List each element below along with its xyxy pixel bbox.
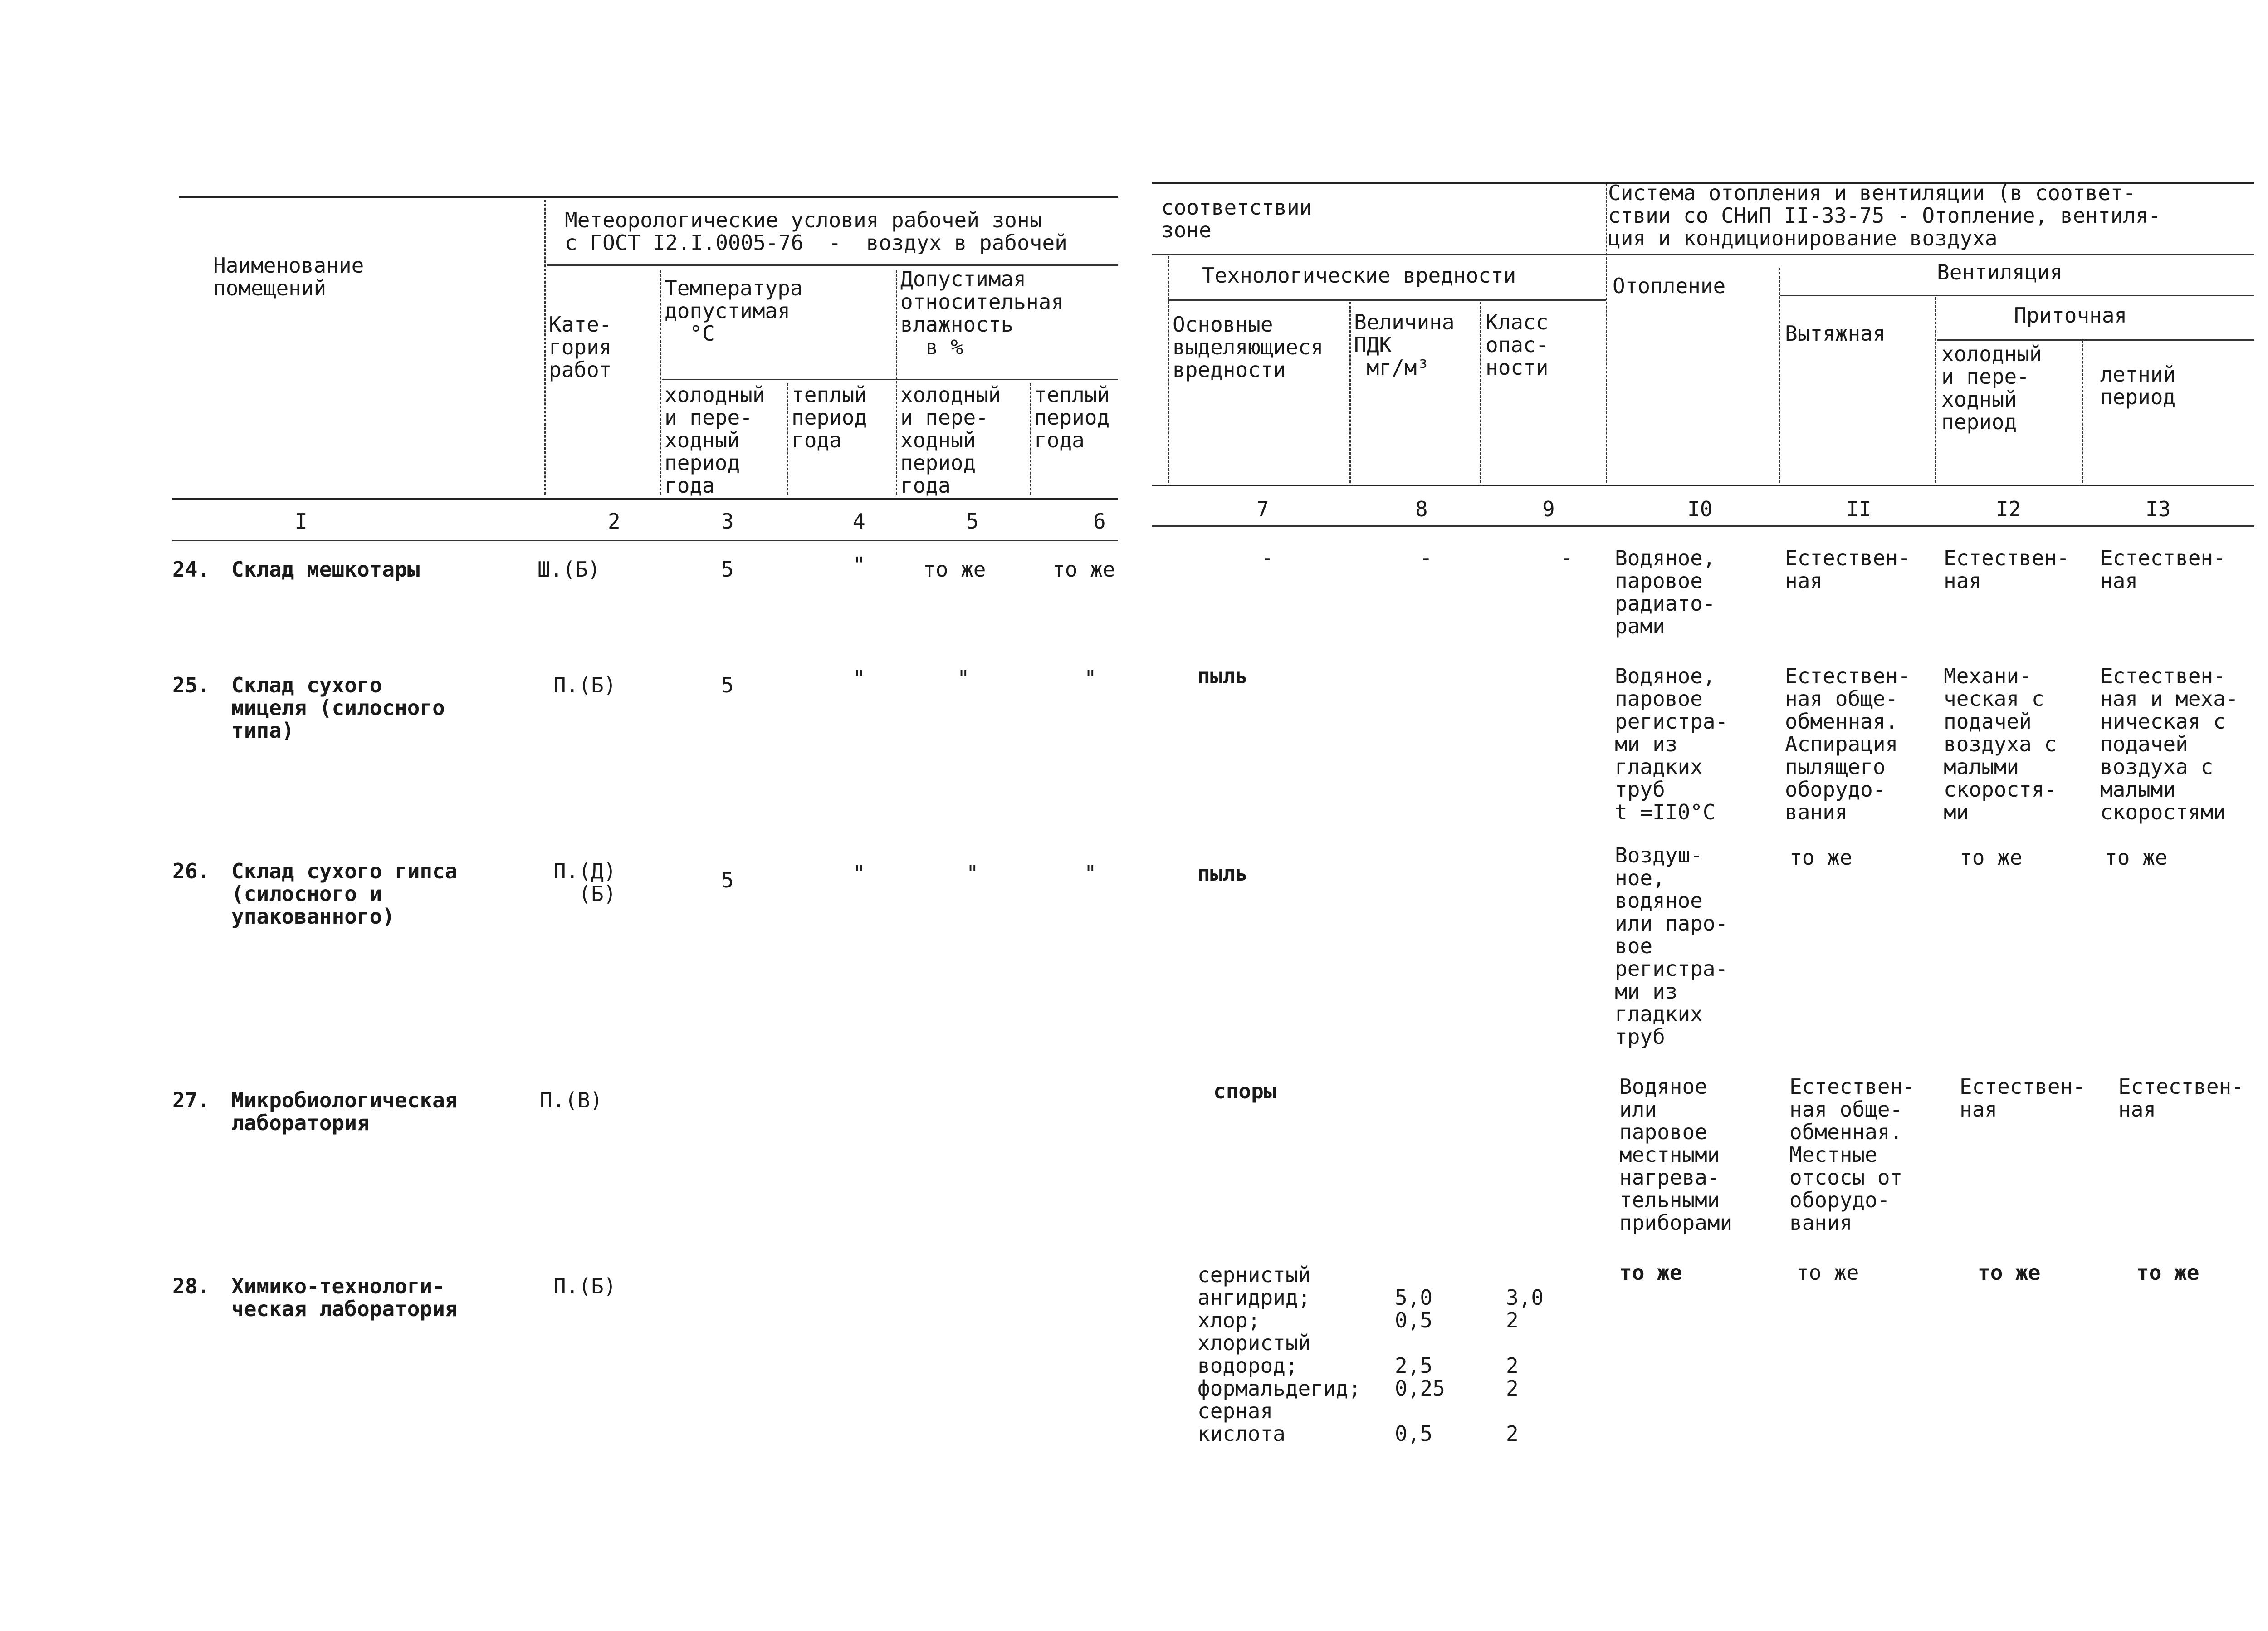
header-continuation: соответствии зоне (1161, 195, 1312, 242)
col-number-7: 7 (1256, 497, 1269, 521)
left-col-divider-3 (896, 270, 899, 495)
right-col-divider-3 (1349, 302, 1352, 483)
row-26-hazard: пыль (1198, 861, 1248, 886)
header-supply: Приточная (2014, 303, 2127, 328)
row-28-category: П.(Б) (553, 1274, 616, 1298)
right-numbers-bottom-rule (1152, 525, 2254, 527)
header-heating: Отопление (1613, 274, 1726, 298)
header-ventilation: Вентиляция (1937, 260, 2063, 284)
row-28-class: 3,0 2 2 2 2 (1506, 1285, 1544, 1446)
row-26-hum-cold: " (966, 861, 979, 886)
row-24-hazard: - (1261, 546, 1274, 570)
row-24-exhaust: Естествен- ная (1785, 546, 1911, 593)
row-24-class: - (1560, 546, 1573, 570)
row-26-supply-summer: то же (2105, 845, 2168, 870)
right-supply-rule (1937, 339, 2254, 341)
row-26-temp-cold: 5 (721, 868, 734, 892)
row-26-hum-warm: " (1084, 861, 1097, 886)
right-col-divider-4 (1480, 302, 1482, 483)
header-exhaust: Вытяжная (1785, 321, 1886, 346)
right-col-divider-2 (1168, 256, 1171, 483)
row-27-category: П.(В) (540, 1088, 603, 1112)
right-col-divider-6 (1935, 297, 1937, 483)
row-25-category: П.(Б) (553, 673, 616, 697)
right-tech-rule (1168, 299, 1606, 301)
right-col-divider-7 (2082, 340, 2085, 483)
header-hazard-class: Класс опас- ности (1486, 310, 1549, 380)
row-24-hum-warm: то же (1052, 558, 1115, 581)
row-28-number: 28. (172, 1274, 210, 1298)
row-27-supply-cold: Естествен- ная (1960, 1074, 2085, 1122)
left-col-divider-2 (660, 270, 663, 495)
row-25-name: Склад сухого мицеля (силосного типа) (231, 673, 445, 743)
row-27-heating: Водяное или паровое местными нагрева- тельными приборами (1619, 1074, 1733, 1235)
header-pdk: Величина ПДК мг/м³ (1354, 310, 1455, 380)
row-27-exhaust: Естествен- ная обще- обменная. Местные отсосы от оборудо- вания (1789, 1074, 1915, 1235)
header-main-hazards: Основные выделяющиеся вредности (1173, 312, 1324, 382)
left-top-rule (179, 196, 1118, 198)
header-supply-summer: летний период (2100, 362, 2176, 409)
row-24-heating: Водяное, паровое радиато- рами (1615, 546, 1716, 638)
row-27-number: 27. (172, 1088, 210, 1112)
col-number-13: I3 (2146, 497, 2171, 521)
row-26-temp-warm: " (853, 861, 865, 886)
col-number-1: I (295, 509, 308, 534)
col-number-6: 6 (1093, 509, 1106, 534)
row-25-temp-cold: 5 (721, 673, 734, 697)
row-25-heating: Водяное, паровое регистра- ми из гладких труб t =II0°С (1615, 664, 1728, 824)
row-24-category: Ш.(Б) (538, 557, 601, 582)
row-24-pdk: - (1420, 546, 1432, 570)
row-25-hum-warm: " (1084, 666, 1097, 691)
row-28-supply-cold: то же (1978, 1260, 2041, 1285)
row-25-number: 25. (172, 673, 210, 697)
row-26-exhaust: то же (1789, 845, 1853, 870)
header-supply-cold: холодный и пере- ходный период (1941, 342, 2042, 434)
row-24-name: Склад мешкотары (231, 557, 420, 582)
row-26-heating: Воздуш- ное, водяное или паро- вое регистра- ми из гладких труб (1615, 843, 1728, 1049)
row-25-temp-warm: " (853, 666, 865, 691)
row-26-number: 26. (172, 859, 210, 883)
row-24-temp-cold: 5 (721, 557, 734, 582)
col-number-10: I0 (1687, 497, 1713, 521)
row-26-category: П.(Д) (Б) (553, 859, 616, 906)
row-25-supply-summer: Естествен- ная и меха- ническая с подачей воздуха с малыми скоростями (2100, 664, 2239, 824)
row-26-name: Склад сухого гипса (силосного и упакованного) (231, 859, 458, 929)
left-col-divider-5 (1030, 383, 1032, 495)
header-heating-ventilation-system: Система отопления и вентиляции (в соответ- ствии со СНиП II-33-75 - Отопление, вентиля- ция и кондиционирование воздуха (1608, 181, 2161, 250)
col-number-8: 8 (1415, 497, 1428, 521)
left-meteo-rule (547, 264, 1118, 266)
right-vent-rule (1780, 295, 2254, 296)
col-number-9: 9 (1542, 497, 1555, 521)
col-number-12: I2 (1996, 497, 2021, 521)
row-25-exhaust: Естествен- ная обще- обменная. Аспирация пылящего оборудо- вания (1785, 664, 1911, 824)
row-28-name: Химико-технологи- ческая лаборатория (231, 1274, 458, 1321)
left-numbers-bottom-rule (172, 540, 1118, 541)
header-hum-warm-period: теплый период года (1034, 383, 1110, 451)
row-28-hazard: сернистый ангидрид; хлор; хлористый водород; формальдегид; серная кислота (1198, 1263, 1361, 1446)
row-28-supply-summer: то же (2136, 1260, 2200, 1285)
col-number-3: 3 (721, 509, 734, 534)
header-humidity: Допустимая относительная влажность в % (900, 267, 1064, 359)
header-room-name: Наименование помещений (213, 253, 364, 300)
header-tech-hazards: Технологические вредности (1202, 263, 1516, 288)
left-sub-rule (662, 379, 1118, 380)
row-26-supply-cold: то же (1960, 845, 2023, 870)
col-number-5: 5 (966, 509, 979, 534)
row-25-hum-cold: " (957, 666, 970, 691)
left-col-divider-1 (544, 200, 547, 495)
row-24-supply-summer: Естествен- ная (2100, 546, 2226, 593)
header-category: Кате- гория работ (549, 312, 612, 382)
row-24-supply-cold: Естествен- ная (1944, 546, 2069, 593)
header-temp-cold-period: холодный и пере- ходный период года (665, 382, 765, 498)
row-28-pdk: 5,0 0,5 2,5 0,25 0,5 (1395, 1285, 1445, 1446)
row-27-name: Микробиологическая лаборатория (231, 1088, 458, 1135)
right-col-divider-5 (1779, 268, 1782, 483)
header-meteo-conditions: Метеорологические условия рабочей зоны с ГОСТ I2.I.0005-76 - воздух в рабочей (565, 209, 1067, 254)
col-number-4: 4 (853, 509, 865, 534)
header-temperature: Температура допустимая °С (665, 276, 803, 346)
left-header-bottom-rule (172, 498, 1118, 500)
left-col-divider-4 (787, 383, 790, 495)
row-25-supply-cold: Механи- ческая с подачей воздуха с малыми скоростя- ми (1944, 664, 2057, 824)
row-24-hum-cold: то же (923, 557, 986, 582)
row-27-hazard: споры (1213, 1079, 1276, 1103)
right-system-rule (1152, 254, 2254, 255)
row-24-number: 24. (172, 557, 210, 582)
col-number-11: II (1846, 497, 1872, 521)
row-25-hazard: пыль (1198, 664, 1248, 688)
row-28-exhaust: то же (1796, 1260, 1859, 1285)
col-number-2: 2 (608, 509, 621, 534)
header-temp-warm-period: теплый период года (792, 382, 867, 452)
right-header-bottom-rule (1152, 485, 2254, 486)
row-28-heating: то же (1619, 1260, 1682, 1285)
header-hum-cold-period: холодный и пере- ходный период года (900, 382, 1001, 498)
row-27-supply-summer: Естествен- ная (2118, 1074, 2244, 1122)
row-24-temp-warm: " (853, 553, 865, 577)
